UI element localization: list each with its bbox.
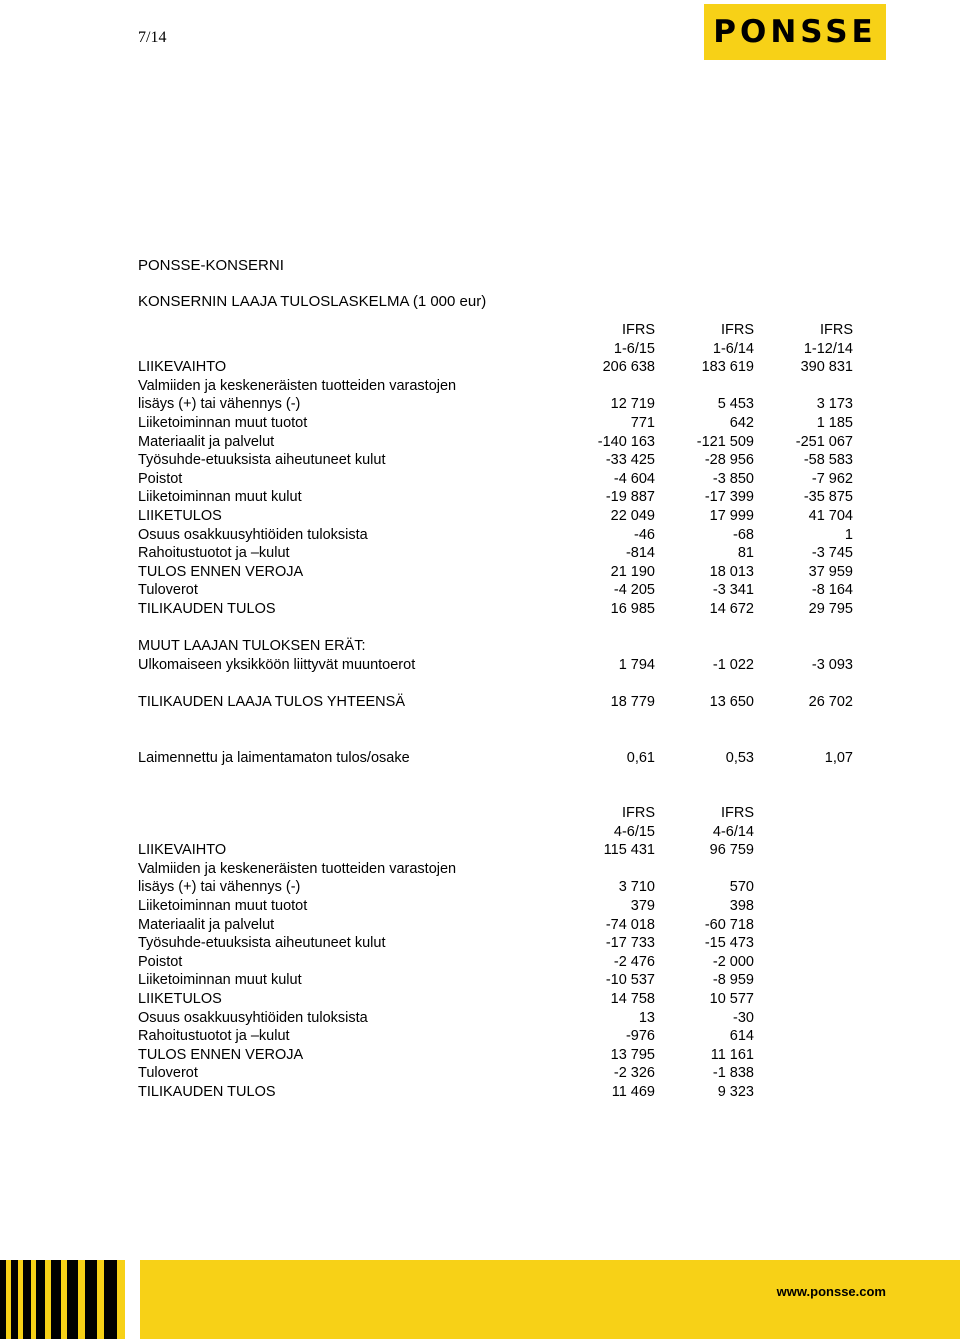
row-value: -17 399 [704, 489, 754, 506]
spacer-row [138, 674, 855, 693]
table-row [138, 1009, 756, 1028]
row-value: 14 758 [610, 990, 655, 1007]
row-value: 4-6/14 [712, 823, 754, 840]
row-value: IFRS [720, 805, 754, 821]
row-value: -4 604 [613, 470, 655, 487]
row-value: 18 779 [610, 693, 655, 710]
row-value: -8 164 [811, 582, 853, 599]
row-value: IFRS [720, 322, 754, 338]
row-label: Liiketoiminnan muut tuotot [138, 414, 308, 431]
footer-stripe [78, 1260, 85, 1339]
footer-stripe [31, 1260, 36, 1339]
row-value: -74 018 [605, 916, 655, 933]
row-label: TILIKAUDEN LAAJA TULOS YHTEENSÄ [138, 693, 405, 710]
row-label: lisäys (+) tai vähennys (-) [138, 396, 301, 413]
table-row [138, 488, 855, 507]
row-value [756, 637, 855, 656]
spacer-row [138, 711, 855, 730]
row-value: 5 453 [717, 396, 754, 413]
row-value [657, 860, 756, 879]
row-value: -251 067 [795, 433, 853, 450]
row-value: -2 476 [613, 953, 655, 970]
table-row [138, 934, 756, 953]
table-row [138, 897, 756, 916]
table-row [138, 451, 855, 470]
row-label: LIIKEVAIHTO [138, 842, 227, 859]
table-row [138, 358, 855, 377]
row-value: 13 [638, 1009, 655, 1026]
row-value: 398 [729, 897, 754, 914]
row-label: MUUT LAAJAN TULOKSEN ERÄT: [138, 638, 366, 655]
table-row [138, 1027, 756, 1046]
income-statement-h1-table [138, 321, 855, 767]
row-value: 13 650 [709, 693, 754, 710]
row-value: IFRS [819, 322, 853, 338]
row-label [138, 823, 558, 842]
website-link[interactable]: www.ponsse.com [776, 1284, 886, 1299]
row-value: -15 473 [704, 935, 754, 952]
table-row [138, 971, 756, 990]
row-value: 1,07 [824, 749, 853, 766]
row-value: 21 190 [610, 563, 655, 580]
table-row [138, 841, 756, 860]
row-label: Materiaalit ja palvelut [138, 433, 275, 450]
table-row [138, 377, 855, 396]
row-value: -976 [625, 1028, 655, 1045]
statement-title: KONSERNIN LAAJA TULOSLASKELMA (1 000 eur) [138, 293, 487, 310]
footer-stripe [85, 1260, 97, 1339]
footer-stripe [11, 1260, 18, 1339]
row-value [657, 377, 756, 396]
table-row [138, 470, 855, 489]
row-value: 771 [630, 414, 655, 431]
row-label: Poistot [138, 470, 183, 487]
row-value: 16 985 [610, 600, 655, 617]
row-value: 11 161 [710, 1046, 754, 1063]
footer-stripe [67, 1260, 78, 1339]
row-value [558, 377, 657, 396]
row-label: LIIKETULOS [138, 990, 222, 1007]
row-value: 570 [729, 879, 754, 896]
row-label: Tuloverot [138, 1065, 198, 1082]
table-row [138, 990, 756, 1009]
row-label: LIIKEVAIHTO [138, 359, 227, 376]
row-value: 614 [729, 1028, 754, 1045]
table-row [138, 1064, 756, 1083]
logo-text: PONSSE [713, 14, 877, 50]
row-value: -3 745 [811, 545, 853, 562]
row-label: Tuloverot [138, 582, 198, 599]
row-label: TULOS ENNEN VEROJA [138, 563, 304, 580]
table-row [138, 563, 855, 582]
row-label: Laimennettu ja laimentamaton tulos/osake [138, 749, 410, 766]
row-value: 29 795 [808, 600, 853, 617]
row-value: 1 [844, 526, 853, 543]
footer-stripe [0, 1260, 6, 1339]
row-value: -28 956 [704, 452, 754, 469]
row-value: 0,61 [626, 749, 655, 766]
row-label: Rahoitustuotot ja –kulut [138, 1028, 290, 1045]
row-value: -35 875 [803, 489, 853, 506]
row-label: Liiketoiminnan muut kulut [138, 489, 302, 506]
row-label: lisäys (+) tai vähennys (-) [138, 879, 301, 896]
row-value: IFRS [621, 805, 655, 821]
row-value: -3 093 [811, 656, 853, 673]
header-standard-row [138, 321, 855, 340]
row-value: 37 959 [808, 563, 853, 580]
income-statement-q2-table [138, 804, 756, 1102]
row-value: 379 [630, 897, 655, 914]
row-value: -3 341 [712, 582, 754, 599]
row-value: 41 704 [808, 507, 853, 524]
row-label: Liiketoiminnan muut kulut [138, 972, 302, 989]
row-value: -60 718 [704, 916, 754, 933]
ponsse-logo [704, 4, 886, 60]
table-row [138, 1083, 756, 1102]
row-value: -121 509 [696, 433, 754, 450]
row-value: 9 323 [717, 1083, 754, 1100]
row-value [756, 377, 855, 396]
row-value: 642 [729, 414, 754, 431]
row-value: 0,53 [725, 749, 754, 766]
row-value: -46 [634, 526, 655, 543]
footer [0, 1260, 960, 1339]
row-label: Valmiiden ja keskeneräisten tuotteiden varastojen [138, 377, 457, 394]
row-label: Rahoitustuotot ja –kulut [138, 545, 290, 562]
row-value: 4-6/15 [613, 823, 655, 840]
row-value: -68 [733, 526, 754, 543]
row-value: 81 [737, 545, 754, 562]
section-heading-row [138, 637, 855, 656]
row-label [138, 321, 558, 340]
row-value: 390 831 [800, 359, 853, 376]
row-value [558, 637, 657, 656]
row-value [558, 860, 657, 879]
row-value: 115 431 [603, 842, 655, 859]
row-value: 22 049 [610, 507, 655, 524]
eps-row [138, 749, 855, 768]
row-value: 13 795 [610, 1046, 655, 1063]
footer-stripe [6, 1260, 11, 1339]
table-row [138, 507, 855, 526]
row-value: 10 577 [709, 990, 754, 1007]
row-label: Materiaalit ja palvelut [138, 916, 275, 933]
row-value: -7 962 [811, 470, 853, 487]
row-value: 183 619 [701, 359, 754, 376]
row-label: Poistot [138, 953, 183, 970]
row-value: -10 537 [605, 972, 655, 989]
row-value: 17 999 [709, 507, 754, 524]
total-row [138, 693, 855, 712]
row-value: -814 [625, 545, 655, 562]
row-value: -2 000 [712, 953, 754, 970]
footer-stripe [36, 1260, 45, 1339]
table-row [138, 433, 855, 452]
row-value: -1 838 [712, 1065, 754, 1082]
footer-stripe [61, 1260, 67, 1339]
table-row [138, 1046, 756, 1065]
table-row [138, 600, 855, 619]
row-value: -8 959 [712, 972, 754, 989]
row-label: TILIKAUDEN TULOS [138, 600, 276, 617]
row-value: 1-6/15 [613, 340, 655, 357]
row-value: 18 013 [709, 563, 754, 580]
table-row [138, 581, 855, 600]
row-value: -1 022 [712, 656, 754, 673]
footer-stripe [104, 1260, 117, 1339]
row-value: 14 672 [709, 600, 754, 617]
footer-stripe [23, 1260, 31, 1339]
table-row [138, 860, 756, 879]
page-number: 7/14 [138, 29, 167, 46]
row-label: TILIKAUDEN TULOS [138, 1083, 276, 1100]
table-row [138, 656, 855, 675]
spacer-row [138, 619, 855, 638]
header-standard-row [138, 804, 756, 823]
row-label: Osuus osakkuusyhtiöiden tuloksista [138, 526, 368, 543]
row-value: -19 887 [605, 489, 655, 506]
footer-stripe [51, 1260, 61, 1339]
row-value: -33 425 [605, 452, 655, 469]
row-value: 96 759 [709, 842, 754, 859]
header-period-row [138, 340, 855, 359]
table-row [138, 395, 855, 414]
row-value: -2 326 [613, 1065, 655, 1082]
row-label: Työsuhde-etuuksista aiheutuneet kulut [138, 935, 386, 952]
row-value: 1 794 [618, 656, 655, 673]
spacer-row [138, 730, 855, 749]
footer-stripes [0, 1260, 140, 1339]
row-value: IFRS [621, 322, 655, 338]
row-value: 206 638 [602, 359, 655, 376]
row-label: Ulkomaiseen yksikköön liittyvät muuntoerot [138, 656, 416, 673]
row-value: 1-12/14 [803, 340, 853, 357]
row-value: -30 [733, 1009, 754, 1026]
row-value: -58 583 [803, 452, 853, 469]
footer-stripe [117, 1260, 125, 1339]
header-period-row [138, 823, 756, 842]
footer-stripe [45, 1260, 51, 1339]
row-label: Työsuhde-etuuksista aiheutuneet kulut [138, 452, 386, 469]
table-row [138, 544, 855, 563]
footer-stripe [18, 1260, 23, 1339]
row-value: 1 185 [816, 414, 853, 431]
row-value: 3 173 [816, 396, 853, 413]
row-label [138, 340, 558, 359]
row-label: Osuus osakkuusyhtiöiden tuloksista [138, 1009, 368, 1026]
row-value: 12 719 [610, 396, 655, 413]
company-name: PONSSE-KONSERNI [138, 257, 284, 274]
row-label: Liiketoiminnan muut tuotot [138, 897, 308, 914]
row-value: 26 702 [808, 693, 853, 710]
row-label: LIIKETULOS [138, 507, 222, 524]
row-value: -17 733 [605, 935, 655, 952]
row-label: TULOS ENNEN VEROJA [138, 1046, 304, 1063]
row-label [138, 804, 558, 823]
row-value: 3 710 [618, 879, 655, 896]
row-value: -140 163 [597, 433, 655, 450]
table-row [138, 414, 855, 433]
row-value: -3 850 [712, 470, 754, 487]
footer-stripe [97, 1260, 104, 1339]
row-value [657, 637, 756, 656]
row-label: Valmiiden ja keskeneräisten tuotteiden varastojen [138, 860, 457, 877]
row-value: 11 469 [611, 1083, 655, 1100]
footer-band [140, 1260, 960, 1339]
table-row [138, 878, 756, 897]
table-row [138, 953, 756, 972]
table-row [138, 916, 756, 935]
row-value: -4 205 [613, 582, 655, 599]
table-row [138, 526, 855, 545]
row-value: 1-6/14 [712, 340, 754, 357]
